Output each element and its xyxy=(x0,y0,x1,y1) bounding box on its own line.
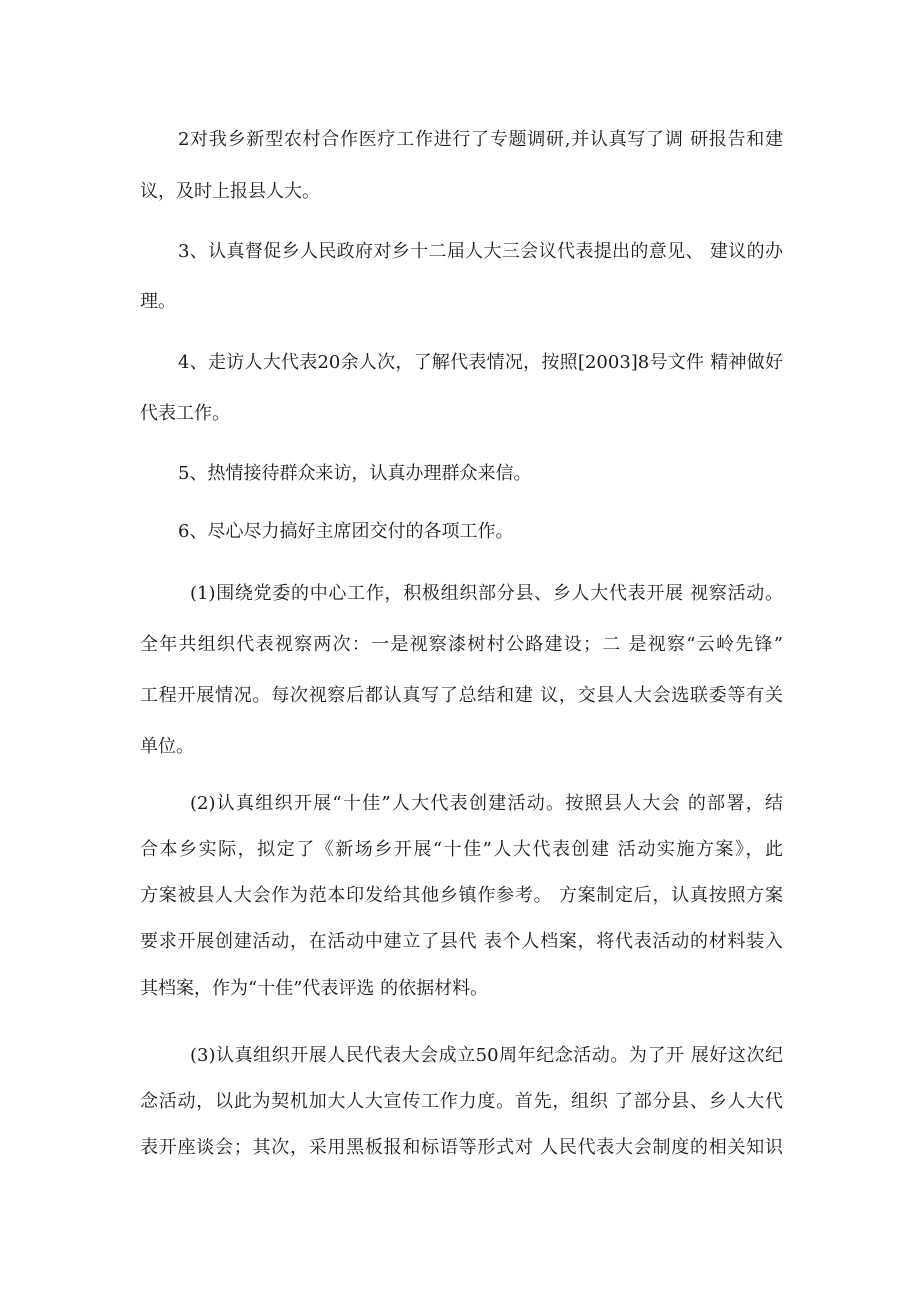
paragraph-line: 要求开展创建活动，在活动中建立了县代 表个人档案，将代表活动的材料装入 xyxy=(140,931,783,952)
paragraph-line: 4、走访人大代表20余人次，了解代表情况，按照[2003]8号文件 精神做好 xyxy=(178,352,783,373)
paragraph-line: 议，及时上报县人大。 xyxy=(140,181,320,202)
paragraph-line: 3、认真督促乡人民政府对乡十二届人大三会议代表提出的意见、 建议的办 xyxy=(178,241,783,262)
paragraph-line: 合本乡实际，拟定了《新场乡开展“十佳”人大代表创建 活动实施方案》，此 xyxy=(140,839,783,860)
paragraph-line: 单位。 xyxy=(140,736,194,757)
paragraph-line: (1)围绕党委的中心工作，积极组织部分县、乡人大代表开展 视察活动。 xyxy=(190,583,783,604)
paragraph-line: 6、尽心尽力搞好主席团交付的各项工作。 xyxy=(178,521,514,542)
paragraph-line: 方案被县人大会作为范本印发给其他乡镇作参考。 方案制定后，认真按照方案 xyxy=(140,885,783,906)
paragraph-line: 表开座谈会；其次，采用黑板报和标语等形式对 人民代表大会制度的相关知识 xyxy=(140,1137,783,1158)
paragraph-line: 工程开展情况。每次视察后都认真写了总结和建 议，交县人大会选联委等有关 xyxy=(140,685,783,706)
paragraph-line: 理。 xyxy=(140,291,176,312)
paragraph-line: 2对我乡新型农村合作医疗工作进行了专题调研,并认真写了调 研报告和建 xyxy=(178,129,783,150)
paragraph-line: 5、热情接待群众来访，认真办理群众来信。 xyxy=(178,463,532,484)
paragraph-line: 代表工作。 xyxy=(140,403,230,424)
paragraph-line: 念活动，以此为契机加大人大宣传工作力度。首先，组织 了部分县、乡人大代 xyxy=(140,1091,783,1112)
paragraph-line: 其档案，作为“十佳”代表评选 的依据材料。 xyxy=(140,978,489,999)
paragraph-line: 全年共组织代表视察两次：一是视察漆树村公路建设；二 是视察“云岭先锋” xyxy=(140,634,783,655)
paragraph-line: (2)认真组织开展“十佳”人大代表创建活动。按照县人大会 的部署，结 xyxy=(190,793,783,814)
paragraph-line: (3)认真组织开展人民代表大会成立50周年纪念活动。为了开 展好这次纪 xyxy=(190,1045,783,1066)
